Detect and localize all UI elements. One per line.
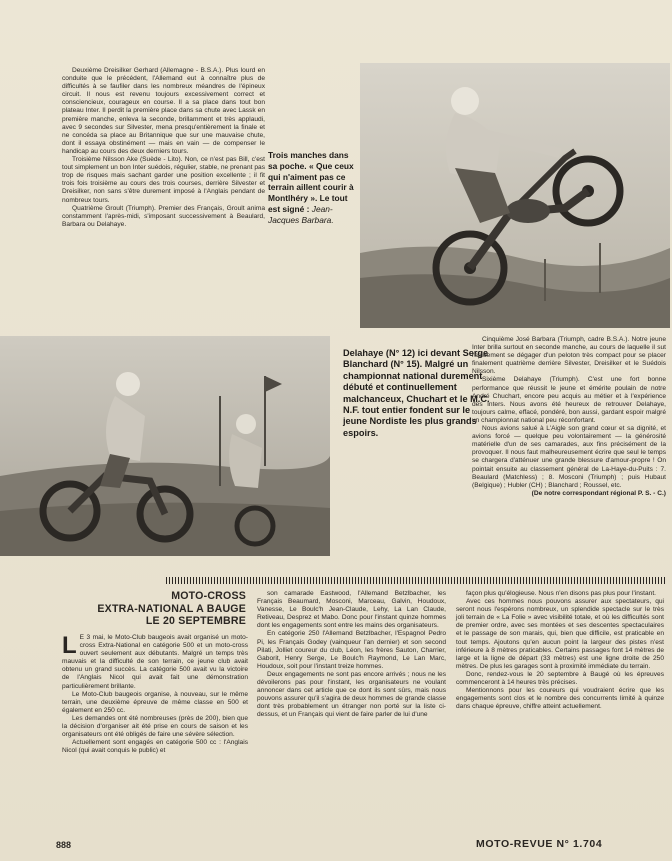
paragraph: Le Moto-Club baugeois organise, à nouveau, sur le même terrain, une deuxième épreuve de même classe en 500 et également en 250 cc.: [62, 690, 248, 714]
article-top-right-column: [472, 336, 666, 498]
paragraph: Deuxième Dreisilker Gerhard (Allemagne - B.S.A.). Plus lourd en conduite que le précédent, l'Allemand eut à connaître plus de difficultés à se faufiler dans les nombreux méandres de l'épineux circuit. Il nous est revenu toujours excessivement correct et consciencieux, courageux en course. Il a sa place dans tout bon plateau Inter. Il perdit la première place dans sa chute avec Lassk en première manche, enleva la seconde, brillamment et très applaudi, avec 9 secondes sur Silvester, mena presqu'entièrement la finale et ne concéda sa place au Britannique que sur une mauvaise chute, dont il essaya obstinément — mais en vain — de compenser le handicap au cours des deux derniers tours.: [62, 67, 265, 155]
journal-issue: MOTO-REVUE N° 1.704: [476, 838, 603, 850]
article-bottom-column-2: [257, 590, 446, 720]
paragraph: Donc, rendez-vous le 20 septembre à Baugé où les épreuves commenceront à 14 heures très précises.: [456, 670, 664, 687]
dropcap: L: [62, 632, 77, 659]
headline-line-3: LE 20 SEPTEMBRE: [145, 615, 246, 628]
caption-text: Trois manches dans sa poche. « Que ceux qui n'aiment pas ce terrain aillent courir à Montlhéry ». Le tout est signé :: [268, 150, 354, 214]
section-divider: [166, 577, 666, 584]
lead-text: E 3 mai, le Moto-Club baugeois avait organisé un moto-cross Extra-National en catégorie 500 et un moto-cross ouvert seulement aux débutants. Malgré un temps très mauvais et la difficulté de son terrain, ce jeune club avait obtenu un grand succès. La catégorie 500 avait vu la victoire de l'Anglais Nicol qui avait fait une démonstration particulièrement brillante.: [62, 634, 248, 690]
paragraph: Cinquième José Barbara (Triumph, cadre B.S.A.). Notre jeune Inter brilla surtout en seconde manche, au cours de laquelle il sut rapidement se dégager d'un peloton très compact pour se placer finalement quatrième derrière Silvester, Dreisilker et le Suédois Nilsson.: [472, 336, 666, 376]
photo-rider-jump: [360, 63, 670, 328]
paragraph: Mentionnons pour les coureurs qui voudraient écrire que les engagements sont clos et le nombre des concurrents limité à quinze dans chaque épreuve, chiffre atteint actuellement.: [456, 687, 664, 711]
paragraph: En catégorie 250 l'Allemand Betzlbacher, l'Espagnol Pedro Pi, les Français Godey (vainqueur l'an dernier) et son second Pilati, Jolliet coureur du club, Léon, les frères Sauton, Charrier, Gaborit, Henry Serge, Le Boulc'h Raymond, Le Lan Marc, Houdoux, soit pour l'instant treize hommes.: [257, 630, 446, 670]
paragraph: Deux engagements ne sont pas encore arrivés ; nous ne les dévoilerons pas pour l'instant, les organisateurs ne voulant annoncer dans cet article que ce dont ils sont sûrs, mais nous pouvons assurer qu'il s'agira de deux hommes de grande classe dont très probablement un étranger non porté sur la liste ci-dessus, et un Français qui vient de faire parler de lui d'une: [257, 670, 446, 719]
correspondent-credit: (De notre correspondant régional P. S. - C.): [531, 489, 666, 497]
photo-rider-jump-image: [360, 63, 670, 328]
headline-line-2: EXTRA-NATIONAL A BAUGE: [97, 602, 246, 615]
lead-paragraph: [62, 634, 248, 691]
paragraph: Troisième Nilsson Ake (Suède - Lito). Non, ce n'est pas Bill, c'est tout simplement un bon Inter suédois, régulier, stable, ne prenant pas trop de risques mais sachant garder une position excellente ; il fit trois fois troisième au cours des trois courses, derrière Silvester et Dreisilker, non sans s'être durement imposé à l'Anglais pendant de nombreux tours.: [62, 156, 265, 204]
caption-signature: Jean-Jacques Barbara.: [268, 203, 334, 225]
paragraph: Sixième Delahaye (Triumph). C'est une fort bonne performance que réussit le jeune et émérite poulain de notre André Chuchart, encore peu acquis au métier et à l'expérience des Inters. Nous avons été heureux de retrouver Delahaye, toujours calme, effacé, pondéré, bon aussi, gardant espoir malgré un championnat national peu réconfortant.: [472, 376, 666, 424]
article-bottom-column-1: [62, 634, 248, 755]
caption-photo-1: [268, 150, 356, 226]
article-headline: [84, 590, 246, 628]
paragraph: Quatrième Groult (Triumph). Premier des Français, Groult anima constamment l'après-midi, s'imposant successivement à Beaulard, Barbara ou Delahaye.: [62, 204, 265, 228]
caption-photo-2: Delahaye (N° 12) ici devant Serge Blanchard (N° 15). Malgré un championnat national durement débuté et continuellement malchanceux, Chuchart et le M.C. N.F. tout entier fondent sur le jeune Nordiste les plus grands espoirs.: [343, 348, 490, 438]
paragraph: son camarade Eastwood, l'Allemand Betzlbacher, les Français Beaumard, Mosconi, Marceau, Galvin, Houdoux, Vanesse, Le Boulc'h Jean-Claude, Lehy, La Lan Claude, Retiveau, Desprez et Mabo. Donc pour l'instant quinze hommes dont les engagements sont entre les mains des organisateurs.: [257, 590, 446, 630]
headline-line-1: MOTO-CROSS: [171, 590, 246, 602]
article-top-left-column: [62, 67, 265, 229]
photo-two-riders-image: [0, 336, 330, 556]
paragraph: Nous avions salué à L'Aigle son grand cœur et sa dignité, et avions forcé — quelque peu volontairement — la générosité matérielle d'un de ses camarades, aux fins précisément de la provoquer. Il nous faut malheureusement écrire que seul le temps se chargera d'atténuer une grande blessure d'amour-propre ! On pointait ensuite au classement général de La-Haye-du-Puits : 7. Beaulard (Matchless) ; 8. Mosconi (Triumph) ; puis Hubaut (Belgique) ; Hubler (CH) ; Blanchard ; Roussel, etc.: [472, 425, 666, 489]
paragraph: Avec ces hommes nous pouvons assurer aux spectateurs, qui seront nous l'espérons nombreux, un splendide spectacle sur le très joli terrain de « La Folie » avec visibilité totale, et où les difficultés sont de premier ordre, avec ses montées et ses descentes spectaculaires et le passage de son marais, qui, bien que difficile, est praticable en tout temps. Ajoutons qu'en aucun point la largeur des pistes n'est inférieure à 8 mètres praticables. Certains passages font 14 mètres de large et la ligne de départ (33 mètres) est une ligne droite de 250 mètres. De plus les garages sont à proximité immédiate du terrain.: [456, 598, 664, 670]
page-number: 888: [56, 840, 72, 850]
paragraph: Les demandes ont été nombreuses (près de 200), bien que la décision d'organiser ait été prise en cours de saison et les organisateurs ont été obligés de faire une sévère sélection.: [62, 714, 248, 739]
paragraph: Actuellement sont engagés en catégorie 500 cc : l'Anglais Nicol (qui avait conquis le public) et: [62, 739, 248, 755]
photo-two-riders: [0, 336, 330, 556]
paragraph: façon plus qu'élogieuse. Nous n'en disons pas plus pour l'instant.: [466, 590, 656, 597]
article-bottom-column-3: [456, 590, 664, 711]
